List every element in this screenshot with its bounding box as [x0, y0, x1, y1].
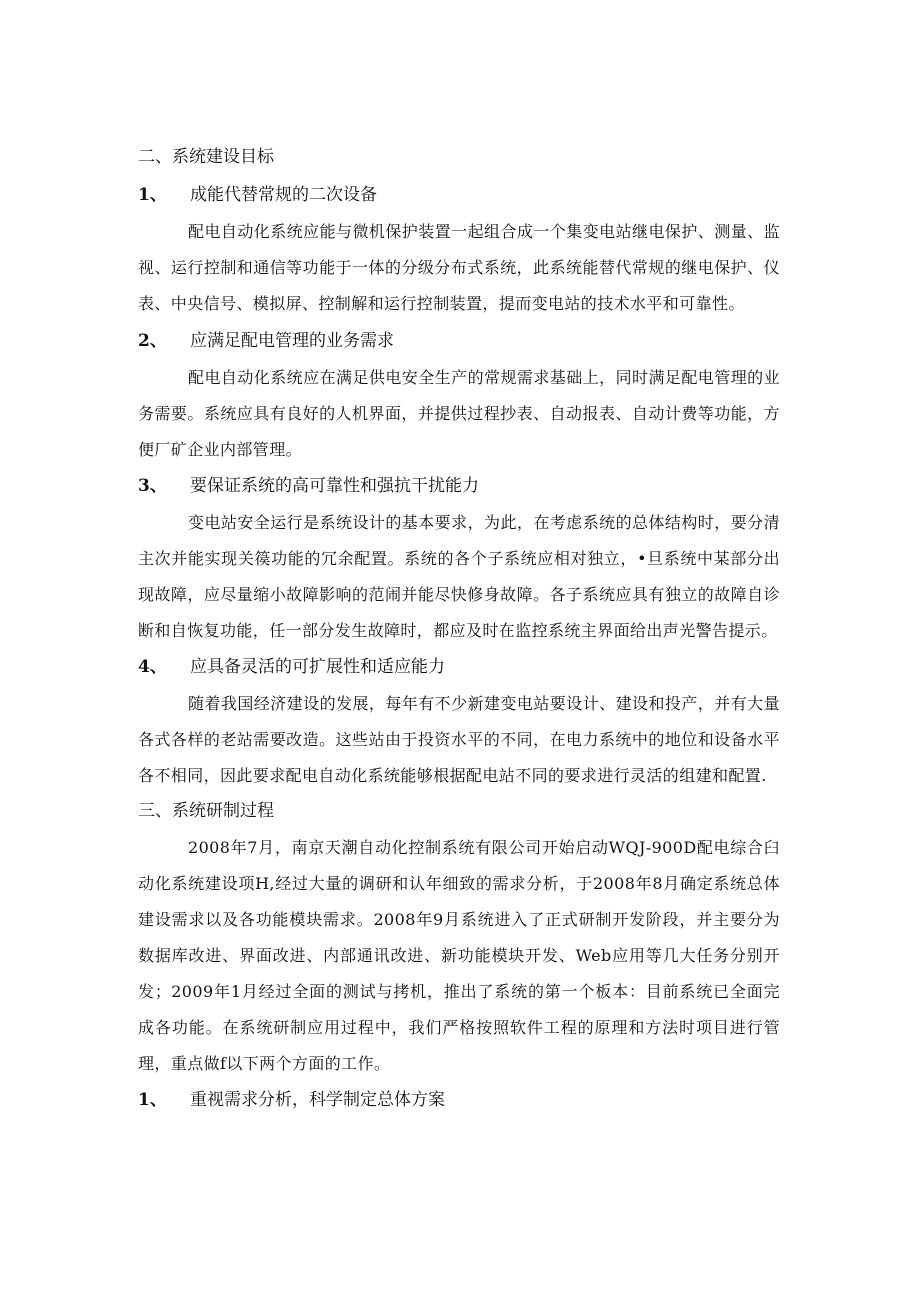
s2-item-2-title: 应满足配电管理的业务需求 [190, 331, 394, 351]
s3-body: 2008年7月，南京天潮自动化控制系统有限公司开始启动WQJ-900D配电综合臼动化系统建设项H,经过大量的调研和认年细致的需求分析，于2008年8月确定系统总体建设需求以及各功能模块需求。2008年9月系统进入了正式研制开发阶段，并主要分为数据库改进、界面改进、内部通讯改进、新功能模块开发、Web应用等几大任务分别开发；2009年1月经过全面的测试与拷机，推出了系统的第一个板本：目前系统已全面完成各功能。在系统研制应用过程中，我们严格按照软件工程的原理和方法时项目进行管理，重点做f以下两个方面的工作。 [138, 838, 780, 1073]
s2-item-1-heading [138, 184, 377, 206]
s3-item-1-title: 重视需求分析，科学制定总体方案 [190, 1090, 445, 1110]
s3-item-1-heading [138, 1089, 445, 1111]
s2-item-4-body: 随着我国经济建设的发展，每年有不少新建变电站要设计、建设和投产，并有大量各式各样的老站需要改造。这些站由于投资水平的不同，在电力系统中的地位和设备水平各不相同，因此要求配电自动化系统能够根据配电站不同的要求进行灵活的组建和配置. [138, 694, 780, 785]
s2-item-1-number: 1、 [138, 185, 167, 205]
s2-item-1-title: 成能代替常规的二次设备 [190, 185, 377, 205]
section-3-heading: 三、系统研制过程 [138, 801, 274, 821]
s2-item-4-title: 应具备灵活的可扩展性和适应能力 [190, 657, 445, 677]
section-2-heading: 二、系统建设目标 [138, 147, 274, 167]
s2-item-3-body: 变电站安全运行是系统设计的基本要求，为此，在考虑系统的总体结构时，要分清主次并能实现关篌功能的冗余配置。系统的各个子系统应相对独立，•旦系统中某部分出现故障，应尽量缩小故障影响的范闹并能尽快修身故障。各子系统应具有独立的故障自诊断和自恢复功能，任一部分发生故障时，都应及时在监控系统主界面给出声光警告提示。 [138, 513, 780, 640]
s2-item-4-heading [138, 656, 445, 678]
s2-item-2-heading [138, 330, 394, 352]
s2-item-4-number: 4、 [138, 657, 167, 677]
s2-item-1-body: 配电自动化系统应能与微机保护装置一起组合成一个集变电站继电保护、测量、监视、运行控制和通信等功能于一体的分级分布式系统，此系统能替代常规的继电保护、仪表、中央信号、模拟屏、控制解和运行控制装置，提而变电站的技术水平和可靠性。 [138, 222, 780, 313]
s2-item-2-number: 2、 [138, 331, 167, 351]
s2-item-3-title: 要保证系统的高可靠性和强抗干扰能力 [190, 476, 479, 496]
s3-item-1-number: 1、 [138, 1090, 167, 1110]
s2-item-2-body: 配电自动化系统应在满足供电安全生产的常规需求基础上，同时满足配电管理的业务需要。系统应具有良好的人机界面，并提供过程抄表、自动报表、自动计费等功能，方便厂矿企业内部管理。 [138, 368, 780, 459]
s2-item-3-number: 3、 [138, 476, 167, 496]
s2-item-3-heading [138, 475, 479, 497]
